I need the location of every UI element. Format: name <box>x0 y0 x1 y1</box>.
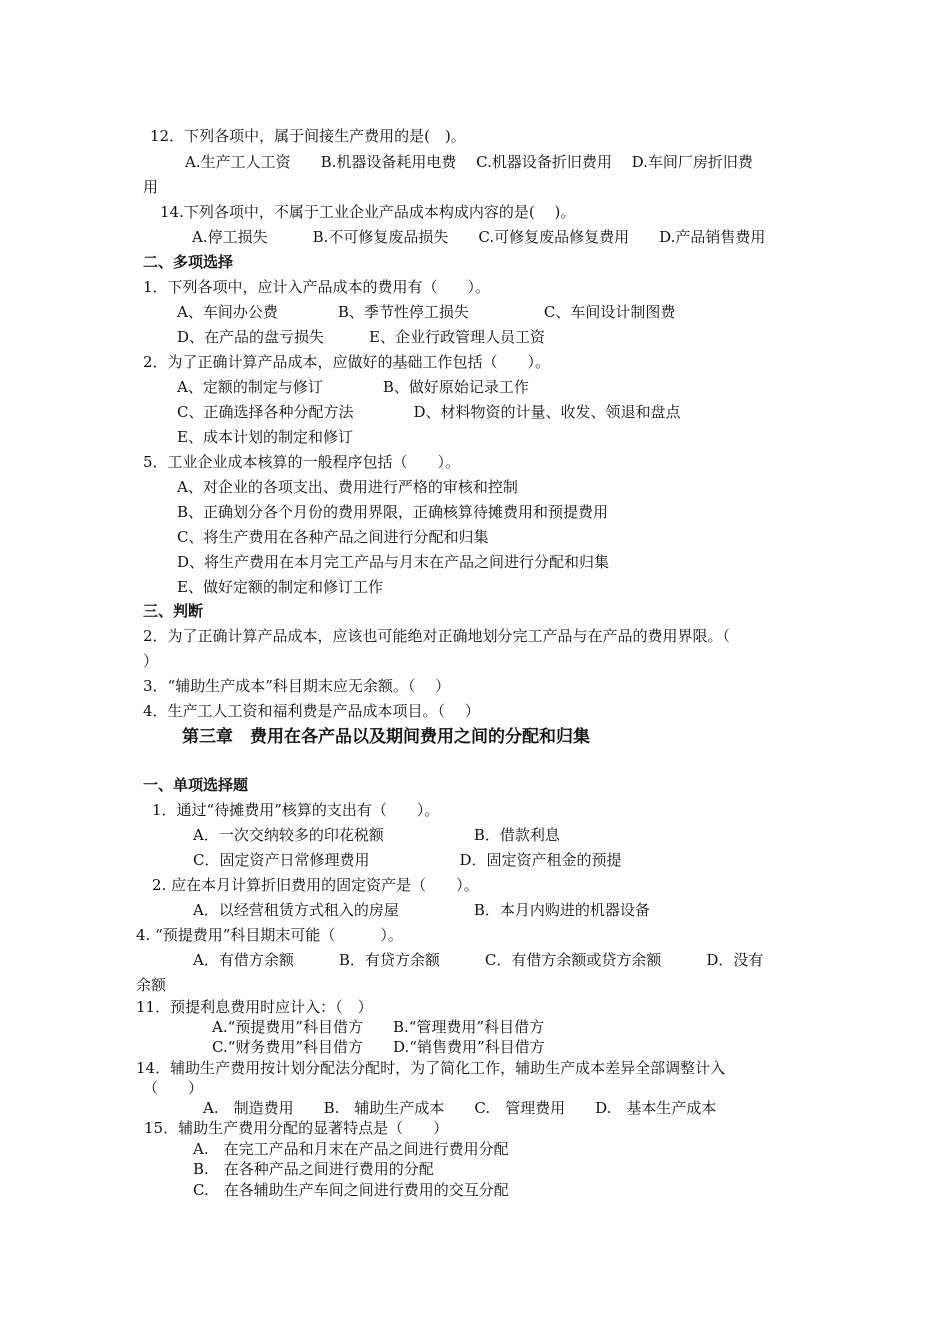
question-s3-q2: 2．为了正确计算产品成本，应该也可能绝对正确地划分完工产品与在产品的费用界限。（ <box>143 627 731 645</box>
question-s2-q5: 5．工业企业成本核算的一般程序包括（ ）。 <box>143 453 461 471</box>
question-s4-q1: 1．通过“待摊费用”核算的支出有（ ）。 <box>152 801 440 819</box>
options-s2-q2-line3: E、成本计划的制定和修订 <box>177 428 353 446</box>
options-s2-q1-line1: A、车间办公费 B、季节性停工损失 C、车间设计制图费 <box>177 303 676 321</box>
options-s2-q2-line1: A、定额的制定与修订 B、做好原始记录工作 <box>177 378 529 396</box>
question-s4-q2: 2. 应在本月计算折旧费用的固定资产是（ ）。 <box>152 876 479 894</box>
question-s3-q4: 4．生产工人工资和福利费是产品成本项目。（ ） <box>143 702 480 720</box>
options-s4-q4: A．有借方余额 B．有贷方余额 C．有借方余额或贷方余额 D．没有 <box>193 951 764 969</box>
question-s1-q14: 14.下列各项中，不属于工业企业产品成本构成内容的是( )。 <box>160 203 576 221</box>
option-s2-q5-e: E、做好定额的制定和修订工作 <box>177 578 383 596</box>
options-s4-q11-line1: A.“预提费用”科目借方 B.“管理费用”科目借方 <box>212 1018 545 1036</box>
option-s4-q15-c: C. 在各辅助生产车间之间进行费用的交互分配 <box>193 1181 509 1199</box>
options-s1-q12-continued: 用 <box>143 178 159 196</box>
options-s2-q2-line2: C、正确选择各种分配方法 D、材料物资的计量、收发、领退和盘点 <box>177 403 681 421</box>
options-s1-q12: A.生产工人工资 B.机器设备耗用电费 C.机器设备折旧费用 D.车间厂房折旧费 <box>185 153 753 171</box>
options-s4-q14: A. 制造费用 B. 辅助生产成本 C. 管理费用 D. 基本生产成本 <box>203 1099 717 1117</box>
options-s4-q1-line2: C．固定资产日常修理费用 D．固定资产租金的预提 <box>193 851 622 869</box>
option-s4-q15-a: A. 在完工产品和月末在产品之间进行费用分配 <box>193 1140 509 1158</box>
question-s3-q2-continued: ） <box>143 652 159 670</box>
question-s4-q15: 15．辅助生产费用分配的显著特点是（ ） <box>144 1119 449 1137</box>
question-s1-q12: 12．下列各项中，属于间接生产费用的是( )。 <box>150 127 466 145</box>
options-s1-q14: A.停工损失 B.不可修复废品损失 C.可修复废品修复费用 D.产品销售费用 <box>192 228 766 246</box>
question-s4-q14: 14．辅助生产费用按计划分配法分配时，为了简化工作，辅助生产成本差异全部调整计入 <box>136 1059 726 1077</box>
question-s2-q1: 1．下列各项中，应计入产品成本的费用有（ ）。 <box>143 278 491 296</box>
options-s2-q1-line2: D、在产品的盘亏损失 E、企业行政管理人员工资 <box>177 328 545 346</box>
options-s4-q1-line1: A．一次交纳较多的印花税额 B．借款利息 <box>193 826 560 844</box>
options-s4-q2-line1: A．以经营租赁方式租入的房屋 B．本月内购进的机器设备 <box>193 901 650 919</box>
options-s4-q11-line2: C.“财务费用”科目借方 D.“销售费用”科目借方 <box>212 1038 545 1056</box>
chapter-title: 第三章 费用在各产品以及期间费用之间的分配和归集 <box>182 727 590 747</box>
question-s3-q3: 3．“辅助生产成本”科目期末应无余额。（ ） <box>143 677 451 695</box>
option-s2-q5-b: B、正确划分各个月份的费用界限，正确核算待摊费用和预提费用 <box>177 503 609 521</box>
question-s4-q4: 4. “预提费用”科目期末可能（ ）。 <box>136 926 403 944</box>
section-heading-multiple-choice: 二、多项选择 <box>143 253 234 271</box>
question-s2-q2: 2．为了正确计算产品成本，应做好的基础工作包括（ ）。 <box>143 353 551 371</box>
section-heading-true-false: 三、判断 <box>143 602 204 620</box>
option-s4-q15-b: B. 在各种产品之间进行费用的分配 <box>193 1160 434 1178</box>
options-s4-q4-continued: 余额 <box>136 976 167 994</box>
question-s4-q14-continued: （ ） <box>143 1079 204 1097</box>
option-s2-q5-a: A、对企业的各项支出、费用进行严格的审核和控制 <box>177 478 518 496</box>
option-s2-q5-c: C、将生产费用在各种产品之间进行分配和归集 <box>177 528 489 546</box>
section-heading-single-choice: 一、单项选择题 <box>143 776 249 794</box>
question-s4-q11: 11．预提利息费用时应计入：（ ） <box>136 998 373 1016</box>
option-s2-q5-d: D、将生产费用在本月完工产品与月末在产品之间进行分配和归集 <box>177 553 610 571</box>
